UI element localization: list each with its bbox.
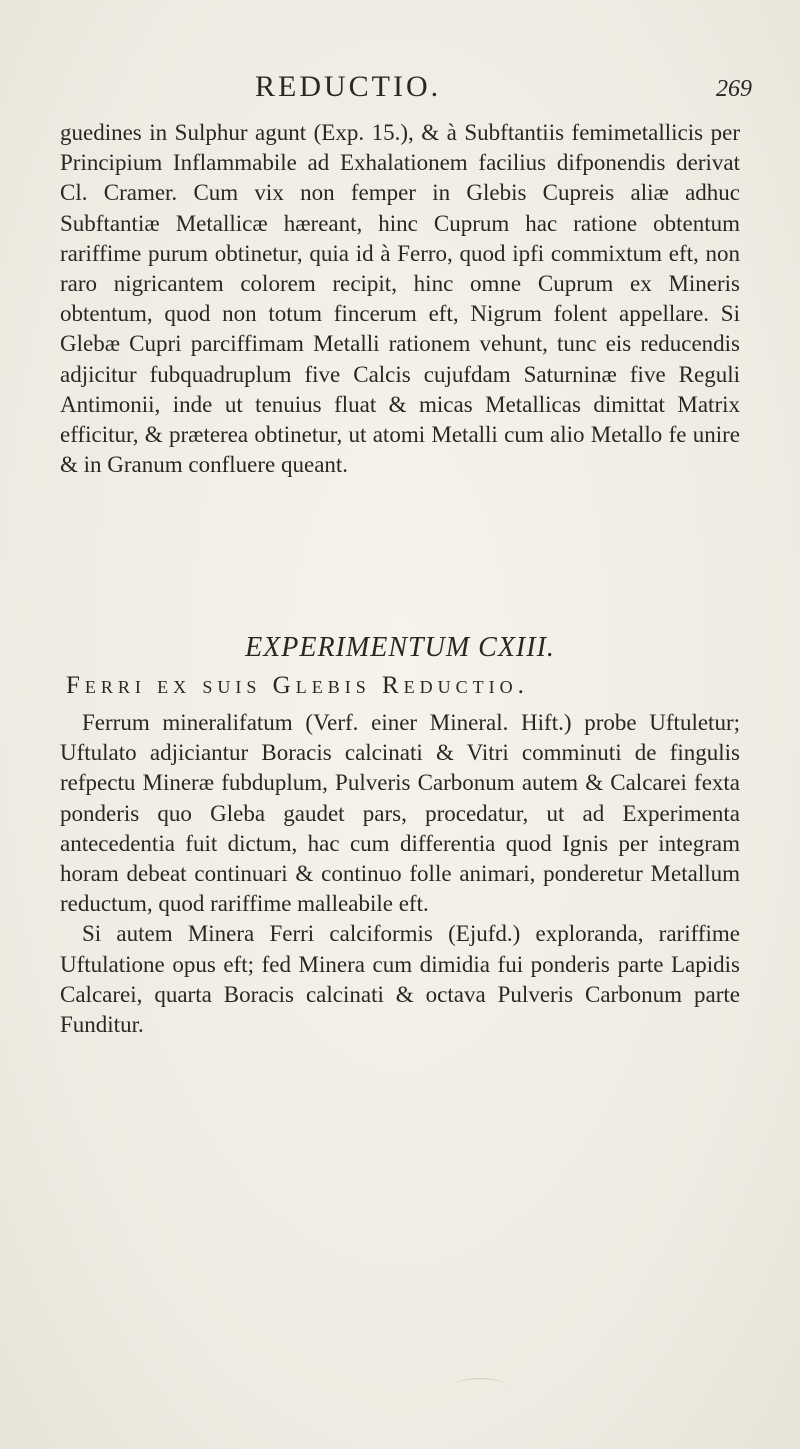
page-header (0, 70, 800, 110)
paragraph-2: Ferrum mineralifatum (Verf. einer Mineral. Hift.) probe Uftuletur; Uftulato adjiciantur Boracis calcinati & Vitri comminuti de fingulis refpectu Mineræ fubduplum, Pulveris Carbonum autem & Calcarei fexta ponderis quo Gleba gaudet pars, procedatur, ut ad Experimenta antecedentia fuit dictum, hac cum differentia quod Ignis per integram horam debeat continuari & continuo folle animari, ponderetur Metallum reductum, quod rariffime malleabile eft. (60, 710, 740, 917)
paragraph-3: Si autem Minera Ferri calciformis (Ejufd.) exploranda, rariffime Uftulatione opus eft; fed Minera cum dimidia fui ponderis parte Lapidis Calcarei, quarta Boracis calcinati & octava Pulveris Carbonum parte Funditur. (60, 921, 740, 1038)
page-number: 269 (716, 76, 752, 102)
paragraph-1: guedines in Sulphur agunt (Exp. 15.), & à Subftantiis femimetallicis per Principium Inflammabile ad Exhalationem facilius difponendis derivat Cl. Cramer. Cum vix non femper in Glebis Cupreis aliæ adhuc Subftantiæ Metallicæ hæreant, hinc Cuprum hac ratione obtentum rariffime purum obtinetur, quia id à Ferro, quod ipfi commixtum eft, non raro nigricantem colorem recipit, hinc omne Cuprum ex Mineris obtentum, quod non totum fincerum eft, Nigrum folent appellare. Si Glebæ Cupri parciffimam Metalli rationem vehunt, tunc eis reducendis adjicitur fubquadruplum five Calcis cujufdam Saturninæ five Reguli Antimonii, inde ut tenuius fluat & micas Metallicas dimittat Matrix efficitur, & præterea obtinetur, ut atomi Metalli cum alio Metallo fe unire & in Granum confluere queant. (60, 120, 740, 478)
paper-mark (455, 1378, 505, 1393)
experiment-title: EXPERIMENTUM CXIII. (245, 632, 555, 663)
body-text-bottom (60, 708, 740, 1040)
experiment-subtitle: Ferri ex suis Glebis Reductio. (66, 672, 529, 699)
running-head: REDUCTIO. (255, 70, 442, 103)
body-text-top (60, 118, 740, 480)
